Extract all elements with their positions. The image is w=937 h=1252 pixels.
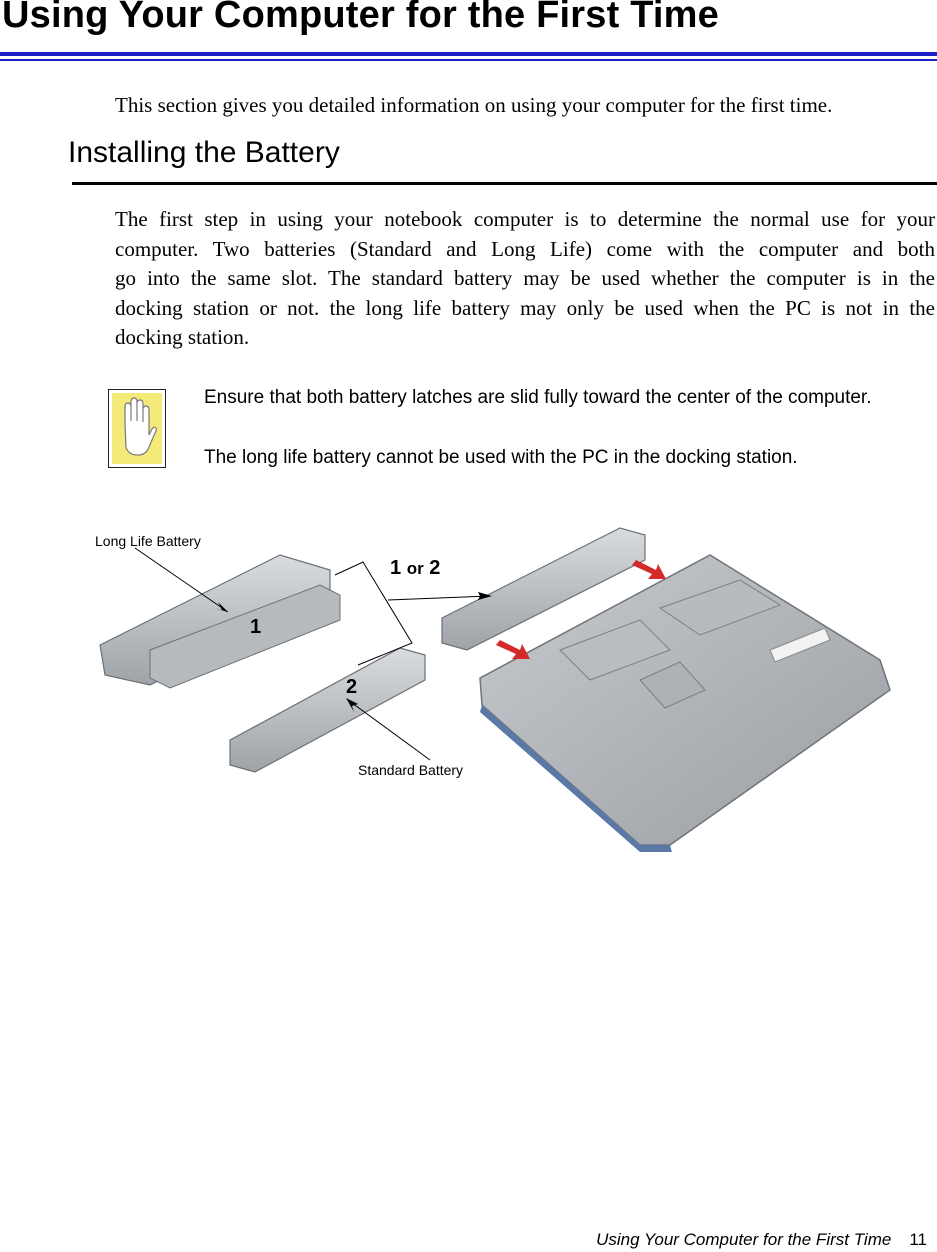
callout-choice: [390, 557, 440, 580]
long-life-battery: [100, 555, 340, 688]
label-standard-battery: Standard Battery: [358, 762, 464, 778]
label-long-life-battery: Long Life Battery: [95, 533, 201, 549]
footer-title: Using Your Computer for the First Time: [596, 1230, 892, 1249]
callout-choice-2: 2: [429, 557, 441, 579]
callout-1: 1: [250, 616, 262, 638]
callout-2: 2: [346, 676, 358, 698]
section-rule: [72, 182, 937, 185]
intro-paragraph: This section gives you detailed information on using your computer for the first time.: [115, 93, 833, 117]
body-paragraph: [115, 205, 935, 353]
page-number: 11: [909, 1230, 927, 1249]
red-arrow-lower: [496, 640, 530, 659]
battery-figure: [80, 500, 910, 860]
body-line: docking station or not. the long life battery may only be used when the PC is not in the: [115, 295, 935, 320]
body-line: computer. Two batteries (Standard and Long Life) come with the computer and both: [115, 236, 935, 261]
callout-choice-or: or: [406, 559, 424, 578]
page-title: Using Your Computer for the First Time: [2, 0, 720, 36]
body-line: docking station.: [115, 325, 250, 349]
section-heading: Installing the Battery: [68, 136, 340, 169]
body-line: The first step in using your notebook computer is to determine the normal use for your: [115, 207, 935, 231]
body-line: go into the same slot. The standard battery may be used whether the computer is in the: [115, 266, 935, 290]
standard-battery: [230, 648, 425, 772]
red-arrow-upper: [632, 560, 666, 579]
title-rule-thin: [0, 59, 937, 61]
callout-choice-1: 1: [390, 557, 402, 579]
page-footer: [596, 1230, 927, 1250]
leader-standard: [348, 700, 430, 760]
choice-leader: [388, 596, 490, 600]
leader-long-life: [135, 548, 228, 612]
note-text-1: Ensure that both battery latches are slid fully toward the center of the computer.: [204, 387, 872, 408]
title-rule-thick: [0, 52, 937, 56]
note-text-2: The long life battery cannot be used with the PC in the docking station.: [204, 447, 798, 468]
stop-hand-icon: [108, 389, 166, 468]
